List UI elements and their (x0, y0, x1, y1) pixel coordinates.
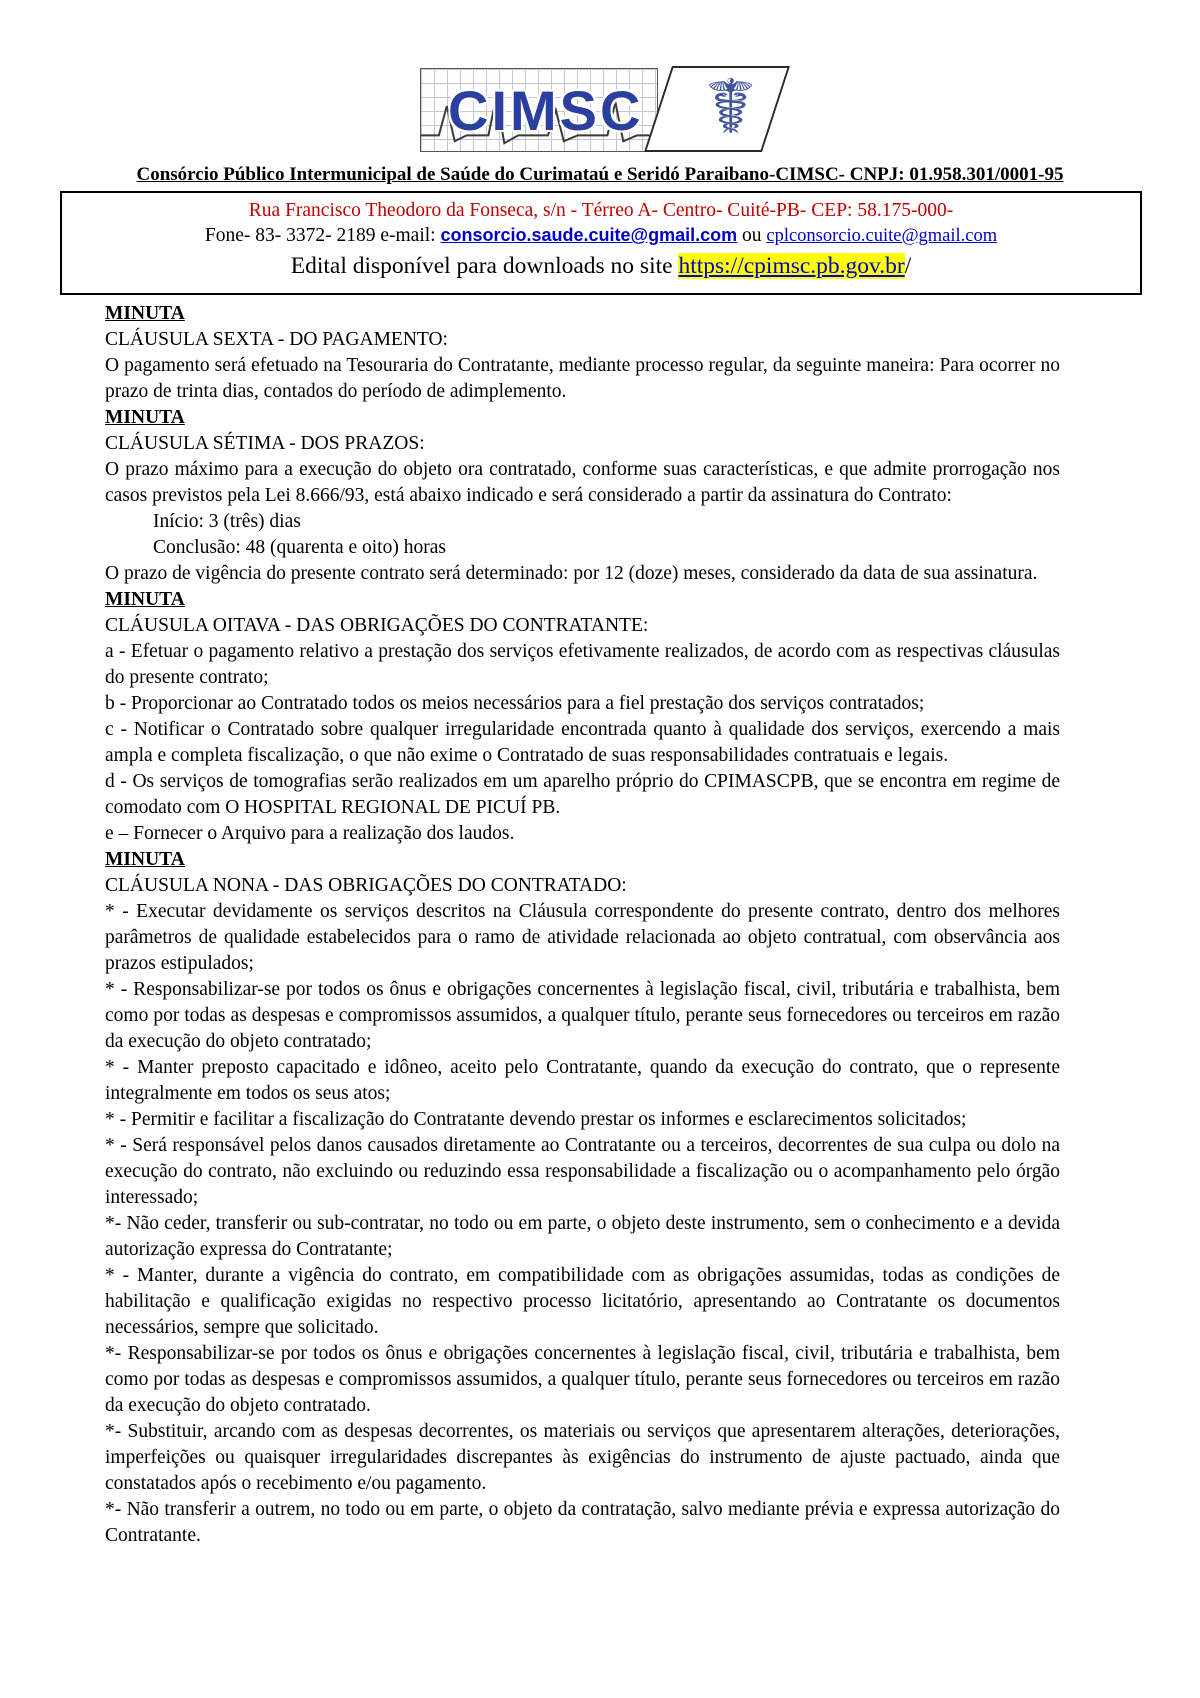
email-link-secondary[interactable]: cplconsorcio.cuite@gmail.com (766, 226, 998, 246)
logo-text: CIMSC (448, 79, 644, 142)
contractor-obligation-item: * - Permitir e facilitar a fiscalização do Contratante devendo prestar os informes e esclarecimentos solicitados; (105, 1109, 967, 1130)
phone-email-line (72, 225, 1130, 247)
document-body (0, 295, 1200, 1549)
email-separator: ou (737, 225, 767, 246)
contractor-obligation-item: *- Não ceder, transferir ou sub-contratar, no todo ou em parte, o objeto deste instrumento, sem o conhecimento e a devida autorização expressa do Contratante; (105, 1213, 1060, 1260)
clause-heading-nona: CLÁUSULA NONA - DAS OBRIGAÇÕES DO CONTRATADO: (105, 875, 627, 896)
minuta-heading: MINUTA (105, 589, 185, 610)
contractor-obligation-item: * - Executar devidamente os serviços descritos na Cláusula correspondente do presente contrato, dentro dos melhores parâmetros de qualidade estabelecidos para o ramo de atividade relacionada ao objeto contratual, com observância aos prazos estipulados; (105, 901, 1060, 974)
consortium-title: Consórcio Público Intermunicipal de Saúde do Curimataú e Seridó Paraibano-CIMSC- CNPJ: 01.958.301/0001-95 (136, 164, 1064, 185)
clause-heading-sexta: CLÁUSULA SEXTA - DO PAGAMENTO: (105, 329, 448, 350)
minuta-heading: MINUTA (105, 407, 185, 428)
deadline-start-line: Início: 3 (três) dias (153, 511, 301, 532)
contact-box (60, 191, 1142, 295)
contractor-obligation-item: *- Responsabilizar-se por todos os ônus e obrigações concernentes à legislação fiscal, civil, tributária e trabalhista, bem como por todas as despesas e compromissos assumidos, a qualquer título, perante seus fornecedores ou terceiros em razão da execução do objeto contratado. (105, 1343, 1060, 1416)
cimsc-logo (410, 64, 790, 156)
deadline-end-line: Conclusão: 48 (quarenta e oito) horas (153, 537, 446, 558)
edital-slash: / (904, 253, 912, 279)
minuta-heading: MINUTA (105, 849, 185, 870)
address-line: Rua Francisco Theodoro da Fonseca, s/n - Térreo A- Centro- Cuité-PB- CEP: 58.175-000- (248, 200, 954, 221)
obligation-item-c: c - Notificar o Contratado sobre qualquer irregularidade encontrada quanto à qualidade dos serviços, exercendo a mais ampla e completa fiscalização, o que não exime o Contratado de suas responsabilidades contratuais e legais. (105, 719, 1060, 766)
contractor-obligation-item: * - Responsabilizar-se por todos os ônus e obrigações concernentes à legislação fiscal, civil, tributária e trabalhista, bem como por todas as despesas e compromissos assumidos, a qualquer título, perante seus fornecedores ou terceiros em razão da execução do objeto contratado; (105, 979, 1060, 1052)
clause-heading-setima: CLÁUSULA SÉTIMA - DOS PRAZOS: (105, 433, 425, 454)
edital-text: Edital disponível para downloads no site (290, 253, 679, 279)
phone-label: Fone- 83- 3372- 2189 e-mail: (204, 225, 441, 246)
contractor-obligation-item: * - Será responsável pelos danos causados diretamente ao Contratante ou a terceiros, decorrentes de sua culpa ou dolo na execução do contrato, não excluindo ou reduzindo essa responsabilidade a fiscalização ou o acompanhamento pelo órgão interessado; (105, 1135, 1060, 1208)
edital-line (72, 253, 1130, 280)
obligation-item-e: e – Fornecer o Arquivo para a realização dos laudos. (105, 823, 515, 844)
paragraph: O pagamento será efetuado na Tesouraria do Contratante, mediante processo regular, da seguinte maneira: Para ocorrer no prazo de trinta dias, contados do período de adimplemento. (105, 355, 1060, 402)
obligation-item-a: a - Efetuar o pagamento relativo a prestação dos serviços efetivamente realizados, de acordo com as respectivas cláusulas do presente contrato; (105, 641, 1060, 688)
header (0, 0, 1200, 295)
email-link-primary[interactable]: consorcio.saude.cuite@gmail.com (440, 225, 738, 245)
obligation-item-d: d - Os serviços de tomografias serão realizados em um aparelho próprio do CPIMASCPB, que se encontra em regime de comodato com O HOSPITAL REGIONAL DE PICUÍ PB. (105, 771, 1060, 818)
obligation-item-b: b - Proporcionar ao Contratado todos os meios necessários para a fiel prestação dos serviços contratados; (105, 693, 925, 714)
edital-link[interactable]: https://cpimsc.pb.gov.br (678, 253, 905, 279)
paragraph: O prazo de vigência do presente contrato será determinado: por 12 (doze) meses, considerado da data de sua assinatura. (105, 563, 1038, 584)
contractor-obligation-item: *- Substituir, arcando com as despesas decorrentes, os materiais ou serviços que apresentarem alterações, deteriorações, imperfeições ou quaisquer irregularidades discrepantes às exigências do instrumento de ajuste pactuado, ainda que constatados após o recebimento e/ou pagamento. (105, 1421, 1060, 1494)
minuta-heading: MINUTA (105, 303, 185, 324)
contractor-obligation-item: * - Manter, durante a vigência do contrato, em compatibilidade com as obrigações assumidas, todas as condições de habilitação e qualificação exigidas no respectivo processo licitatório, apresentando ao Contratante os documentos necessários, sempre que solicitado. (105, 1265, 1060, 1338)
paragraph: O prazo máximo para a execução do objeto ora contratado, conforme suas características, e que admite prorrogação nos casos previstos pela Lei 8.666/93, está abaixo indicado e será considerado a partir da assinatura do Contrato: (105, 459, 1060, 506)
contractor-obligation-item: *- Não transferir a outrem, no todo ou em parte, o objeto da contratação, salvo mediante prévia e expressa autorização do Contratante. (105, 1499, 1060, 1546)
caduceus-icon: ☤ (705, 62, 756, 151)
contractor-obligation-item: * - Manter preposto capacitado e idôneo, aceito pelo Contratante, quando da execução do contrato, que o represente integralmente em todos os seus atos; (105, 1057, 1060, 1104)
clause-heading-oitava: CLÁUSULA OITAVA - DAS OBRIGAÇÕES DO CONTRATANTE: (105, 615, 649, 636)
